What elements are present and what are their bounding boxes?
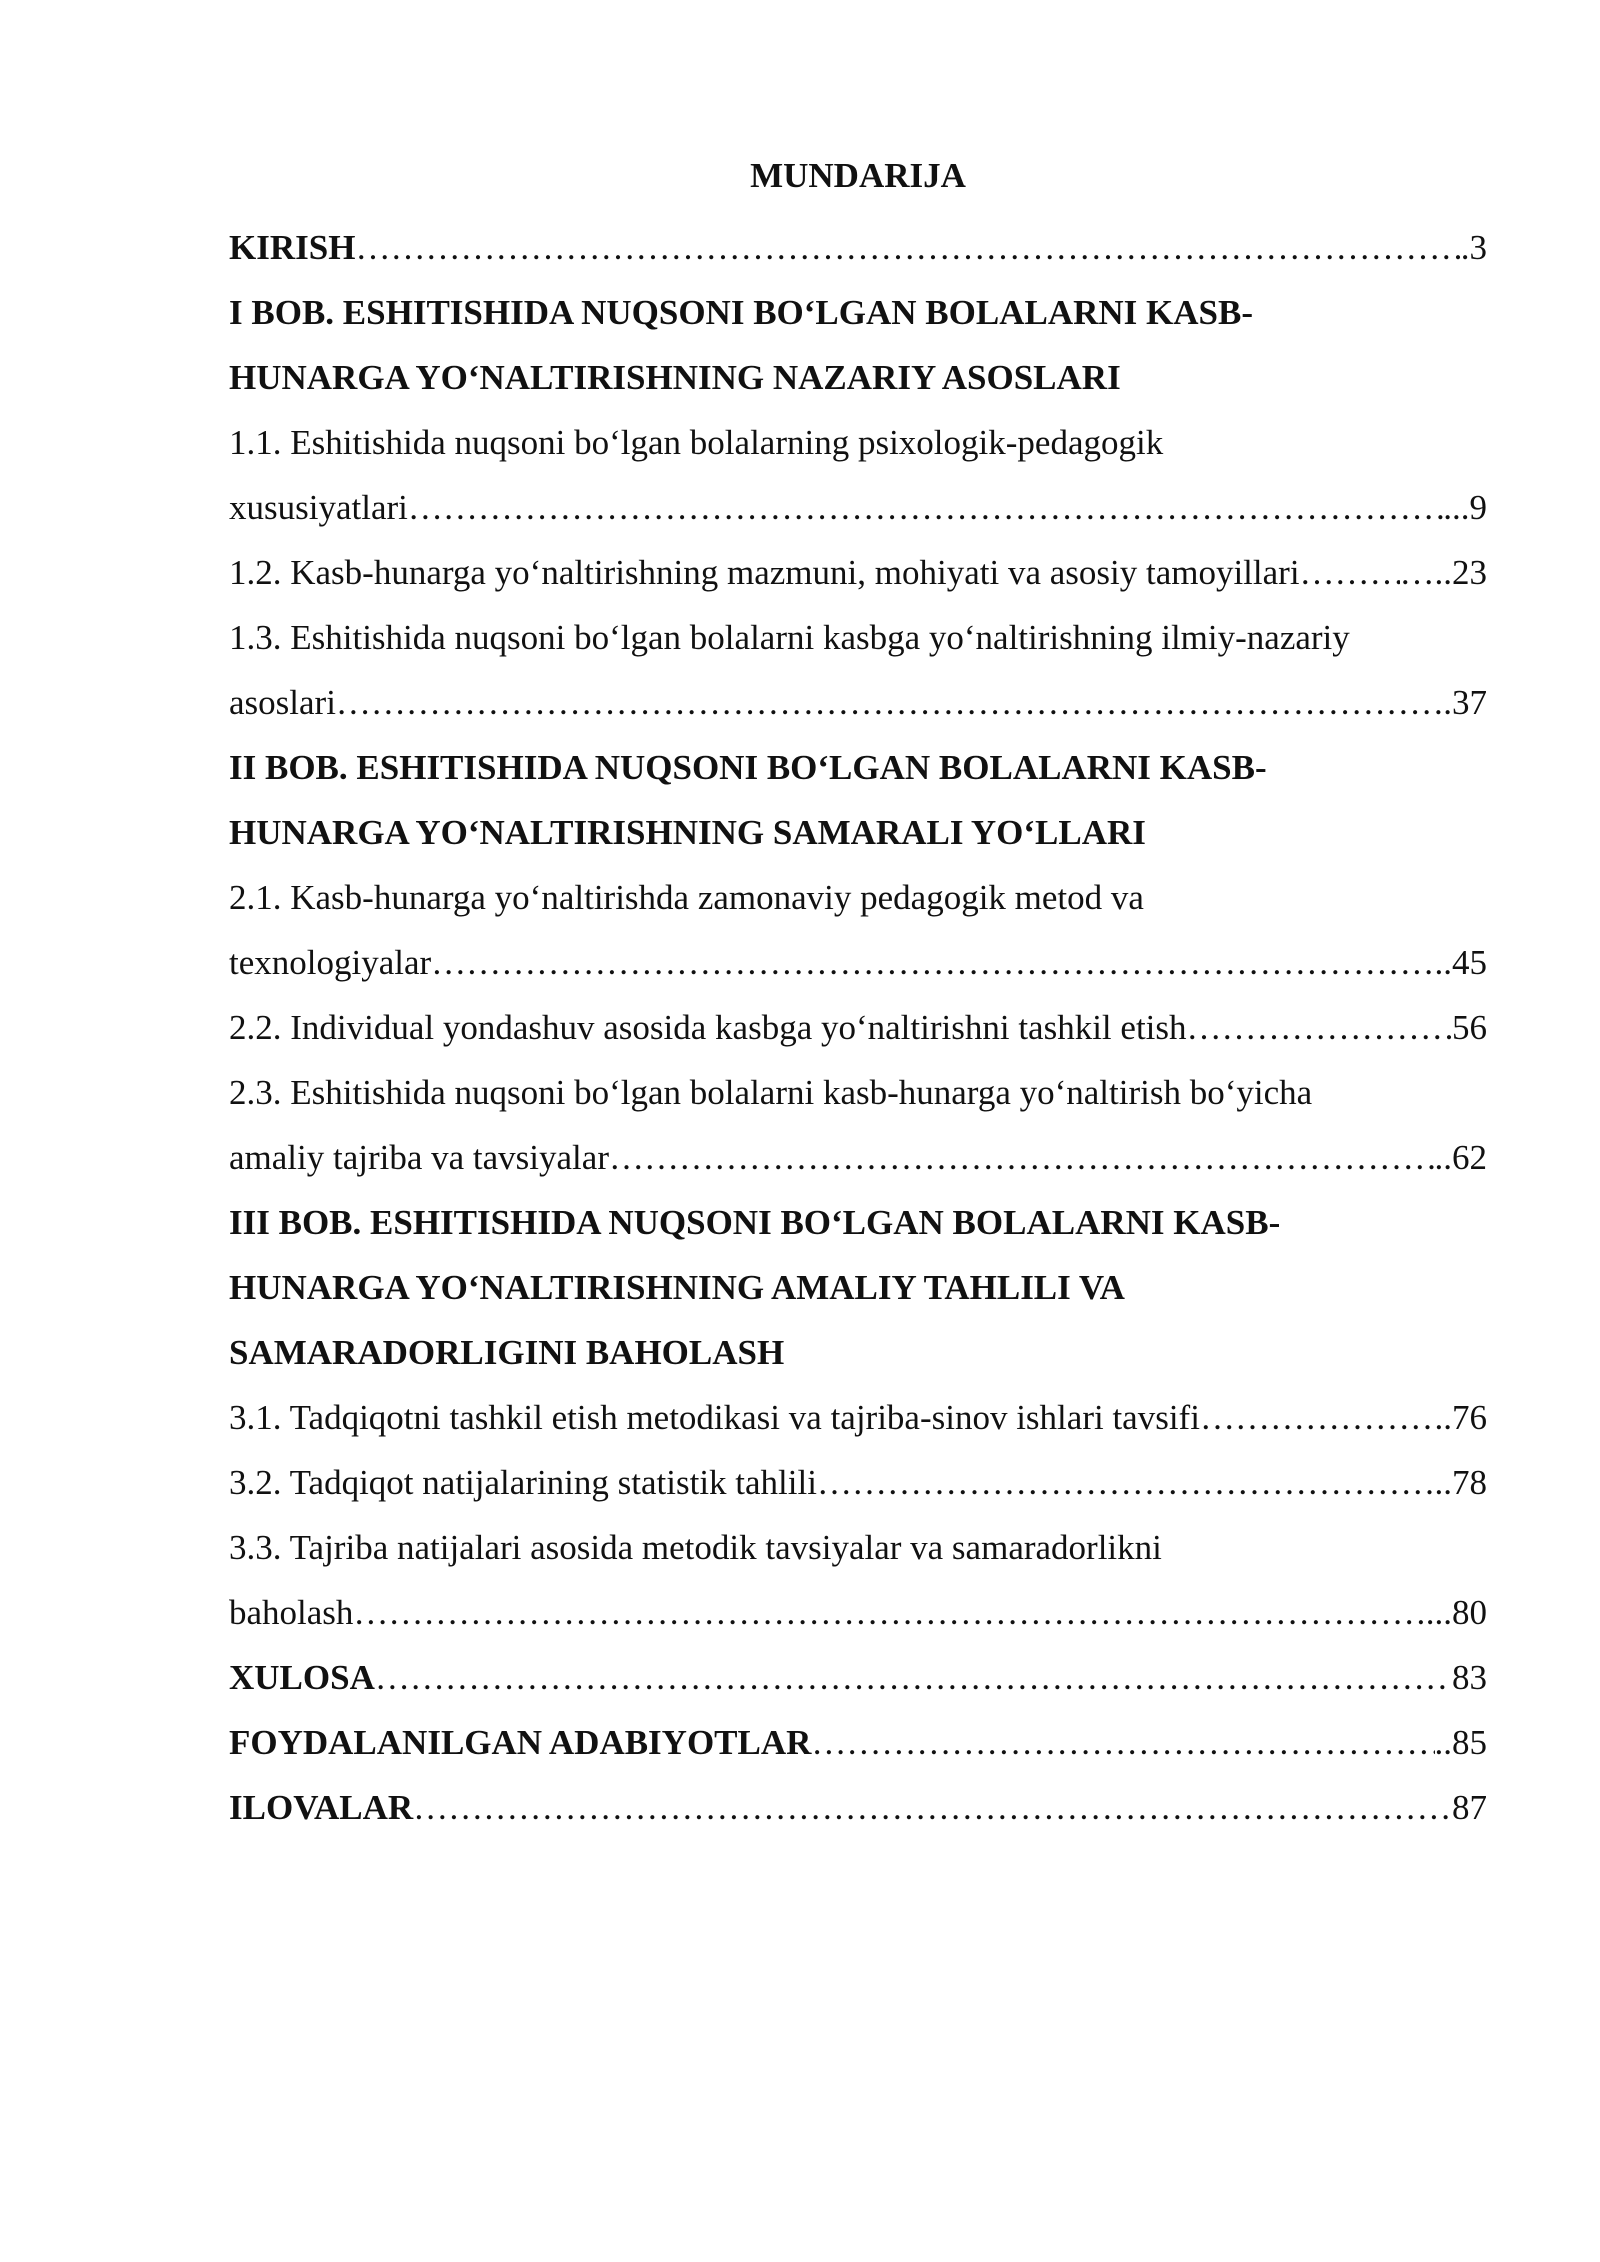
toc-entry: [229, 735, 1487, 800]
toc-entry-text: 2.1. Kasb-hunarga yo‘naltirishda zamonaviy pedagogik metod va: [229, 878, 1144, 917]
toc-page-number: ..62: [1434, 1138, 1487, 1177]
toc-entries: [229, 215, 1487, 1840]
toc-entry: [229, 215, 1487, 280]
toc-entry-text: SAMARADORLIGINI BAHOLASH: [229, 1333, 785, 1372]
toc-entry: [229, 345, 1487, 410]
toc-entry: [229, 280, 1487, 345]
toc-entry: [229, 1060, 1487, 1125]
toc-entry-text: 3.2. Tadqiqot natijalarining statistik tahlili: [229, 1463, 817, 1502]
table-of-contents: [229, 150, 1487, 1840]
toc-page-number: 56: [1452, 1008, 1487, 1047]
toc-entry-text: 2.3. Eshitishida nuqsoni bo‘lgan bolalarni kasb-hunarga yo‘naltirish bo‘yicha: [229, 1073, 1313, 1112]
toc-entry-text: HUNARGA YO‘NALTIRISHNING AMALIY TAHLILI VA: [229, 1268, 1125, 1307]
toc-entry-text: 3.1. Tadqiqotni tashkil etish metodikasi va tajriba-sinov ishlari tavsifi: [229, 1398, 1200, 1437]
dot-leader: [413, 1775, 1452, 1840]
toc-entry: [229, 605, 1487, 670]
toc-entry: [229, 930, 1487, 995]
dot-leader: [431, 930, 1434, 995]
toc-entry: [229, 800, 1487, 865]
toc-entry: [229, 1710, 1487, 1775]
toc-page-number: ...80: [1425, 1593, 1487, 1632]
toc-entry-text: II BOB. ESHITISHIDA NUQSONI BO‘LGAN BOLALARNI KASB-: [229, 748, 1267, 787]
toc-entry: [229, 1775, 1487, 1840]
toc-entry-text: HUNARGA YO‘NALTIRISHNING SAMARALI YO‘LLARI: [229, 813, 1146, 852]
toc-entry: [229, 1515, 1487, 1580]
toc-entry-text: 2.2. Individual yondashuv asosida kasbga yo‘naltirishni tashkil etish: [229, 1008, 1187, 1047]
toc-entry: [229, 995, 1487, 1060]
toc-entry: [229, 1385, 1487, 1450]
toc-page-number: .37: [1443, 683, 1487, 722]
toc-entry-text: 1.1. Eshitishida nuqsoni bo‘lgan bolalarning psixologik-pedagogik: [229, 423, 1164, 462]
toc-page-number: ..78: [1434, 1463, 1487, 1502]
toc-entry-text: xususiyatlari: [229, 488, 408, 527]
toc-entry-text: 1.3. Eshitishida nuqsoni bo‘lgan bolalarni kasbga yo‘naltirishning ilmiy-nazariy: [229, 618, 1350, 657]
dot-leader: [609, 1125, 1435, 1190]
toc-entry: [229, 1255, 1487, 1320]
toc-entry-text: amaliy tajriba va tavsiyalar: [229, 1138, 609, 1177]
toc-title: MUNDARIJA: [750, 156, 966, 195]
toc-entry-text: FOYDALANILGAN ADABIYOTLAR: [229, 1723, 812, 1762]
toc-page-number: …..23: [1399, 553, 1487, 592]
toc-entry-text: baholash: [229, 1593, 354, 1632]
toc-entry-text: I BOB. ESHITISHIDA NUQSONI BO‘LGAN BOLALARNI KASB-: [229, 293, 1253, 332]
toc-page-number: 83: [1452, 1658, 1487, 1697]
toc-entry: [229, 410, 1487, 475]
toc-entry: [229, 1320, 1487, 1385]
toc-entry: [229, 1645, 1487, 1710]
toc-entry: [229, 1190, 1487, 1255]
dot-leader: [1187, 995, 1452, 1060]
toc-page-number: ..85: [1434, 1723, 1487, 1762]
toc-page-number: ..45: [1434, 943, 1487, 982]
toc-page-number: .3: [1460, 228, 1487, 267]
dot-leader: [375, 1645, 1452, 1710]
dot-leader: [811, 1710, 1434, 1775]
dot-leader: [336, 670, 1443, 735]
toc-entry: [229, 865, 1487, 930]
toc-entry-text: asoslari: [229, 683, 336, 722]
toc-entry-text: 1.2. Kasb-hunarga yo‘naltirishning mazmuni, mohiyati va asosiy tamoyillari: [229, 553, 1300, 592]
toc-entry: [229, 475, 1487, 540]
toc-entry-text: KIRISH: [229, 228, 356, 267]
dot-leader: [817, 1450, 1435, 1515]
toc-entry: [229, 1450, 1487, 1515]
toc-page-number: ..76: [1434, 1398, 1487, 1437]
toc-entry: [229, 1580, 1487, 1645]
toc-entry-text: 3.3. Tajriba natijalari asosida metodik tavsiyalar va samaradorlikni: [229, 1528, 1162, 1567]
dot-leader: [1300, 540, 1400, 605]
toc-entry-text: III BOB. ESHITISHIDA NUQSONI BO‘LGAN BOLALARNI KASB-: [229, 1203, 1281, 1242]
dot-leader: [408, 475, 1443, 540]
toc-entry-text: texnologiyalar: [229, 943, 432, 982]
toc-entry: [229, 540, 1487, 605]
toc-page-number: 87: [1452, 1788, 1487, 1827]
dot-leader: [355, 215, 1460, 280]
toc-entry-text: ILOVALAR: [229, 1788, 414, 1827]
toc-page-number: ...9: [1443, 488, 1487, 527]
toc-entry: [229, 670, 1487, 735]
toc-entry-text: XULOSA: [229, 1658, 375, 1697]
dot-leader: [1200, 1385, 1435, 1450]
toc-entry: [229, 1125, 1487, 1190]
dot-leader: [353, 1580, 1425, 1645]
toc-entry-text: HUNARGA YO‘NALTIRISHNING NAZARIY ASOSLARI: [229, 358, 1121, 397]
